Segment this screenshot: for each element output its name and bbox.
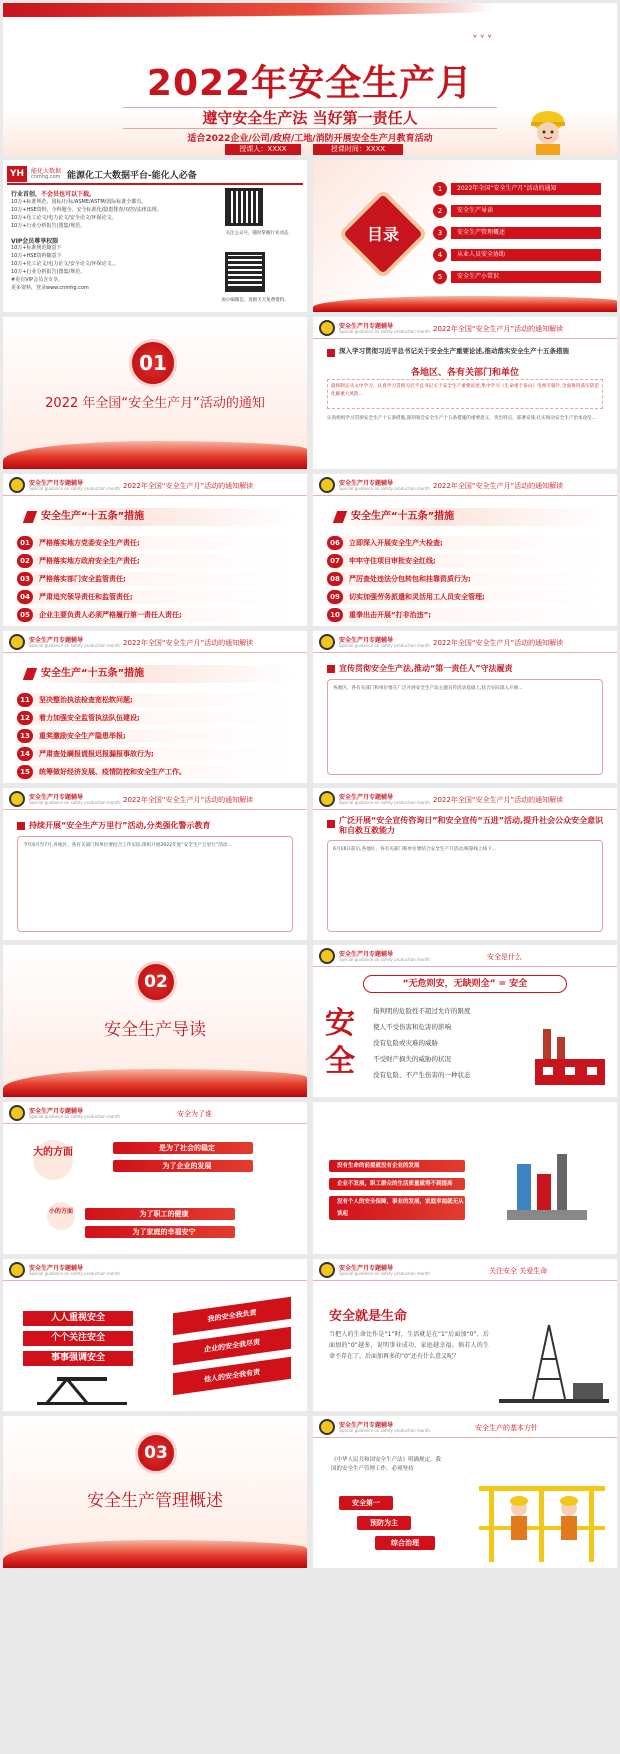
- pub-marker: [327, 665, 335, 673]
- slide-header: [313, 945, 617, 967]
- header-brand: 安全生产月专题辅导: [29, 637, 84, 644]
- header-line: [313, 652, 617, 653]
- header-brand: 安全生产月专题辅导: [29, 1108, 84, 1115]
- ad-row: 10万+化工论文/电力论文/安全论文/环保论文。。: [11, 261, 120, 267]
- section-03-slide: [3, 1416, 307, 1568]
- measure-text: 重拳出击开展“打非治违”;: [349, 611, 432, 619]
- slide-header: [3, 788, 307, 810]
- helmet-logo-icon: [319, 1262, 335, 1278]
- header-line: [313, 809, 617, 810]
- ad-logo-text: 能化大数据: [31, 168, 62, 175]
- toc-text: 安全生产管理概述: [451, 227, 601, 239]
- measure-text: 坚决整治执法检查宽松软问题;: [39, 696, 133, 704]
- slide-header: [313, 317, 617, 339]
- policy-p: 《中华人民共和国安全生产法》明确规定，我国的安全生产管理工作，必须坚持: [331, 1457, 442, 1472]
- toc-num: 3: [433, 226, 447, 240]
- notice-p1: 最终制定从文中学习，认真学习贯彻习近平总书记关于安全生产重要论述,集中学习《生命重于泰山》电视专题片,全面推进落实防范化解重大风险...: [327, 379, 603, 409]
- header-topic: 安全是什么: [487, 953, 522, 961]
- header-line: [313, 1280, 617, 1281]
- ad-row: 10万+行业分析报告(图集/规范。: [11, 269, 86, 275]
- section-title: 2022 年全国“安全生产月”活动的通知: [45, 396, 265, 411]
- helmet-logo-icon: [9, 634, 25, 650]
- cover-subtitle: 遵守安全生产法 当好第一责任人: [123, 107, 497, 129]
- toc-text: 安全生产导读: [451, 205, 601, 217]
- measure-text: 严格落实地方党委安全生产责任;: [39, 539, 140, 547]
- notice-marker: [327, 349, 335, 357]
- measure-text: 牢牢守住项目审批安全红线;: [349, 557, 436, 565]
- header-brand-en: Special guidance on safety production month: [29, 1271, 120, 1276]
- ad-qr1: 关注公众号，随时掌握行业动态: [225, 231, 289, 236]
- header-topic: 关注安全 关爱生命: [489, 1267, 548, 1275]
- header-brand-en: Special guidance on safety production month: [339, 1271, 430, 1276]
- ad-site: cnmhg.com: [31, 174, 61, 180]
- slide-header: [313, 1259, 617, 1281]
- who-small: 小的方面: [47, 1202, 75, 1230]
- ad-divider: [7, 183, 303, 185]
- what-slogan: “无危则安，无缺则全” = 安全: [363, 975, 567, 993]
- header-topic: 2022年全国“安全生产月”活动的通知解读: [123, 796, 254, 804]
- toc-text: 2022年全国“安全生产月”活动的通知: [451, 183, 601, 195]
- slide-header: [3, 1259, 307, 1281]
- header-line: [3, 809, 307, 810]
- header-brand: 安全生产月专题辅导: [339, 794, 394, 801]
- consult-slide: [313, 788, 617, 940]
- section-wave: [3, 1069, 307, 1097]
- who-slide: [3, 1102, 307, 1254]
- ad-l1: 行业首创，: [11, 191, 42, 198]
- measure-item: [327, 554, 603, 568]
- measure-item: [17, 711, 293, 725]
- ad-logo: YH: [7, 166, 27, 182]
- pub-box: [327, 679, 603, 775]
- measure-item: [17, 572, 293, 586]
- helmet-logo-icon: [319, 1419, 335, 1435]
- header-line: [3, 495, 307, 496]
- cover-top-ribbon: [3, 3, 617, 17]
- measure-text: 严厉查处违法分包转包和挂靠资质行为;: [349, 575, 471, 583]
- header-brand: 安全生产月专题辅导: [339, 951, 394, 958]
- measure-text: 切实加强劳务派遣和灵活用工人员安全管理;: [349, 593, 485, 601]
- helmet-logo-icon: [319, 320, 335, 336]
- section-title: 安全生产管理概述: [87, 1491, 223, 1511]
- inspect-box: [17, 836, 293, 932]
- ad-rows1: [11, 198, 201, 230]
- care-slide: [3, 1259, 307, 1411]
- header-topic: 2022年全国“安全生产月”活动的通知解读: [123, 482, 254, 490]
- fifteen-title: 安全生产“十五条”措施: [17, 665, 293, 683]
- header-brand: 安全生产月专题辅导: [29, 794, 84, 801]
- what-item: 没有危险或灾难的威胁: [373, 1039, 438, 1047]
- toc-item[interactable]: [433, 270, 611, 286]
- slide-header: [313, 1416, 617, 1438]
- header-topic: 2022年全国“安全生产月”活动的通知解读: [433, 639, 564, 647]
- policy-item: 预防为主: [357, 1516, 411, 1530]
- cover-suit: 适合2022企业/公司/政府/工地/消防开展安全生产月教育活动: [187, 134, 433, 144]
- measure-item: [17, 747, 293, 761]
- header-topic: 安全为了谁: [177, 1110, 212, 1118]
- life-p: 当把人的生命比作是“1”时，生活就是在“1”后面加“0”，后面加的“0”越多，说明事业成功、家庭越幸福。倘若人的生命不存在了，后面加再多的“0”还有什么意义呢？: [329, 1331, 489, 1360]
- header-brand-en: Special guidance on safety production month: [29, 486, 120, 491]
- fifteen-b-slide: [313, 474, 617, 626]
- consult-marker: [327, 820, 335, 828]
- ad-more2: 更多资料，登录www.cnmhg.com: [11, 285, 89, 291]
- measure-num: 08: [327, 572, 343, 586]
- measure-num: 11: [17, 693, 33, 707]
- section-number: 01: [129, 339, 177, 387]
- what-big: 安全: [325, 1006, 355, 1079]
- header-brand-en: Special guidance on safety production month: [29, 643, 120, 648]
- qr-code-2: [225, 252, 265, 292]
- header-brand: 安全生产月专题辅导: [339, 480, 394, 487]
- helmet-logo-icon: [319, 791, 335, 807]
- notice-p2: 认真组织学习贯彻安全生产十五条措施,深刻领会安全生产十五条措施的重要意义、突出特点、部署安排,扎实推动安全生产治本攻坚...: [327, 416, 597, 421]
- ad-row: 10万+标准规范、国标/行标/ASME/ASTM/国际标准全都有。: [11, 199, 147, 205]
- measure-item: [17, 608, 293, 622]
- ad-more1: #更有VIP会员含专享。: [11, 277, 64, 283]
- who-item: 是为了社会的稳定: [113, 1142, 253, 1154]
- header-brand-en: Special guidance on safety production month: [339, 800, 430, 805]
- measure-item: [327, 572, 603, 586]
- pub-heading: 宣传贯彻安全生产法,推动“第一责任人”守法履责: [339, 664, 513, 673]
- measure-text: 着力加强安全监管执法队伍建设;: [39, 714, 140, 722]
- helmet-logo-icon: [9, 1105, 25, 1121]
- header-brand-en: Special guidance on safety production month: [29, 800, 120, 805]
- who-item: 为了职工的健康: [85, 1208, 235, 1220]
- cover-title: 2022年安全生产月: [146, 63, 474, 104]
- ad-vip: VIP会员尊享权限: [11, 238, 59, 245]
- toc-num: 4: [433, 248, 447, 262]
- header-topic: 安全生产的基本方针: [475, 1424, 538, 1432]
- inspect-heading: 持续开展“安全生产万里行”活动,分类强化警示教育: [29, 821, 211, 830]
- toc-wave: [313, 296, 617, 312]
- care-right: 企业的安全我尽责: [173, 1327, 291, 1366]
- section-wave: [3, 441, 307, 469]
- consult-p: 6月16日前后,各地区、各有关部门和单位要结合安全生产月活动,统筹线上线下...: [333, 847, 497, 852]
- ad-qr2: 加小编微信，进群天天免费资料。: [221, 298, 289, 303]
- measure-text: 严肃追究领导责任和监管责任;: [39, 593, 133, 601]
- qr-code-1: [225, 188, 263, 226]
- header-line: [313, 966, 617, 967]
- measure-item: [327, 536, 603, 550]
- factory-icon: [535, 1019, 605, 1085]
- measure-num: 09: [327, 590, 343, 604]
- pub-p: 各地区、各有关部门和单位要在广泛开展安全生产法主题宣传活动基础上,结合实际深入开展...: [333, 686, 523, 691]
- care-right: 我的安全我负责: [173, 1297, 291, 1336]
- header-brand-en: Special guidance on safety production month: [339, 1428, 430, 1433]
- slide-header: [313, 788, 617, 810]
- header-brand-en: Special guidance on safety production month: [339, 486, 430, 491]
- who2-item: 没有个人的安全保障，事业的发展，家庭幸福就无从谈起: [329, 1196, 465, 1220]
- care-left: 事事强调安全: [23, 1351, 133, 1366]
- who-item: 为了企业的发展: [113, 1160, 253, 1172]
- toc-num: 5: [433, 270, 447, 284]
- section-title: 安全生产导读: [104, 1020, 206, 1040]
- header-brand: 安全生产月专题辅导: [339, 1265, 394, 1272]
- measure-item: [17, 590, 293, 604]
- header-line: [313, 1437, 617, 1438]
- care-left: 人人重视安全: [23, 1311, 133, 1326]
- what-slide: [313, 945, 617, 1097]
- policy-item: 综合治理: [375, 1536, 435, 1550]
- header-topic: 2022年全国“安全生产月”活动的通知解读: [433, 325, 564, 333]
- section-number: 02: [135, 961, 177, 1003]
- notice-slide: [313, 317, 617, 469]
- toc-item[interactable]: [433, 204, 611, 220]
- cover-lecturer: 授课人：XXXX: [225, 144, 301, 155]
- ad-rows2: [11, 244, 201, 292]
- measure-text: 严格落实部门安全监管责任;: [39, 575, 126, 583]
- what-list: [373, 1003, 523, 1083]
- ad-l1b: 不会员也可以下载。: [41, 191, 96, 198]
- measure-text: 重奖激励安全生产隐患举报;: [39, 732, 126, 740]
- measure-text: 严肃查处瞒报谎报迟报漏报事故行为;: [39, 750, 154, 758]
- inspect-slide: [3, 788, 307, 940]
- what-item: 没有危险、不产生伤害的一种状态: [373, 1071, 471, 1079]
- cover-time: 授课时间：XXXX: [313, 144, 403, 155]
- toc-text: 从业人员安全协助: [451, 249, 601, 261]
- measure-item: [17, 765, 293, 779]
- consult-heading: 广泛开展“安全宣传咨询日”和安全宣传“五进”活动,提升社会公众安全意识和自救互救能力: [339, 816, 604, 835]
- measure-text: 严格落实地方政府安全生产责任;: [39, 557, 140, 565]
- measure-text: 统筹做好经济发展、疫情防控和安全生产工作。: [39, 768, 186, 776]
- section-01-slide: [3, 317, 307, 469]
- ad-line1: [11, 189, 95, 198]
- care-right: 他人的安全我有责: [173, 1357, 291, 1396]
- notice-heading: 深入学习贯彻习近平总书记关于安全生产重要论述,推动落实安全生产十五条措施: [339, 347, 569, 355]
- toc-item[interactable]: [433, 182, 611, 198]
- header-brand: 安全生产月专题辅导: [339, 1422, 394, 1429]
- measure-num: 07: [327, 554, 343, 568]
- helmet-logo-icon: [9, 791, 25, 807]
- measure-num: 03: [17, 572, 33, 586]
- notice-to: 各地区、各有关部门和单位: [410, 368, 519, 378]
- slide-header: [313, 631, 617, 653]
- toc-label: 目录: [366, 225, 399, 244]
- header-brand: 安全生产月专题辅导: [339, 637, 394, 644]
- helmet-logo-icon: [9, 1262, 25, 1278]
- workers-scaffold-icon: [479, 1456, 605, 1562]
- header-brand: 安全生产月专题辅导: [29, 1265, 84, 1272]
- plant-icon: [507, 1144, 587, 1220]
- who-big: 大的方面: [33, 1140, 73, 1180]
- header-brand-en: Special guidance on safety production month: [339, 957, 430, 962]
- ad-headline: 能源化工大数据平台-能化人必备: [67, 171, 197, 181]
- header-line: [313, 495, 617, 496]
- header-topic: 2022年全国“安全生产月”活动的通知解读: [433, 796, 564, 804]
- measure-text: 立即深入开展安全生产大检查;: [349, 539, 443, 547]
- header-line: [3, 1280, 307, 1281]
- measure-num: 01: [17, 536, 33, 550]
- policy-slide: [313, 1416, 617, 1568]
- slide-header: [313, 474, 617, 496]
- oil-rig-icon: [499, 1319, 609, 1405]
- publicity-slide: [313, 631, 617, 783]
- toc-item[interactable]: [433, 226, 611, 242]
- inspect-marker: [17, 822, 25, 830]
- helmet-logo-icon: [319, 948, 335, 964]
- ad-slide: [3, 160, 307, 312]
- who-item: 为了家庭的幸福安宁: [85, 1226, 235, 1238]
- measure-item: [327, 608, 603, 622]
- what-item: 使人不受伤害和危害的影响: [373, 1023, 451, 1031]
- header-topic: 2022年全国“安全生产月”活动的通知解读: [433, 482, 564, 490]
- fifteen-c-slide: [3, 631, 307, 783]
- header-brand-en: Special guidance on safety production month: [339, 643, 430, 648]
- toc-slide: [313, 160, 617, 312]
- helmet-logo-icon: [319, 477, 335, 493]
- measure-num: 10: [327, 608, 343, 622]
- section-number: 03: [135, 1432, 177, 1474]
- life-heading: 安全就是生命: [329, 1309, 408, 1324]
- measure-num: 13: [17, 729, 33, 743]
- inspect-p: 今年6月至7月,各地区、各有关部门和单位要结合工作实际,组织开展2022年度“安全生产万里行”活动...: [23, 843, 232, 848]
- cover-slide: [3, 3, 617, 155]
- what-item: 不受财产损失的威胁的状况: [373, 1055, 451, 1063]
- measure-item: [17, 729, 293, 743]
- header-brand: 安全生产月专题辅导: [29, 480, 84, 487]
- header-brand-en: Special guidance on safety production month: [29, 1114, 120, 1119]
- worker-icon: [523, 105, 573, 155]
- oilpump-icon: [37, 1373, 127, 1405]
- header-line: [313, 338, 617, 339]
- measure-item: [17, 693, 293, 707]
- helmet-logo-icon: [319, 634, 335, 650]
- measure-num: 12: [17, 711, 33, 725]
- measure-num: 15: [17, 765, 33, 779]
- toc-num: 2: [433, 204, 447, 218]
- measure-item: [17, 536, 293, 550]
- what-item: 指判明的危险性不超过允许的限度: [373, 1007, 471, 1015]
- measure-num: 02: [17, 554, 33, 568]
- who2-item: 没有生命的前提就没有企业的发展: [329, 1160, 465, 1172]
- section-wave: [3, 1540, 307, 1568]
- slide-header: [3, 631, 307, 653]
- measure-text: 企业主要负责人必须严格履行第一责任人责任;: [39, 611, 182, 619]
- ad-row: 10万+HSE资料随意下: [11, 253, 62, 259]
- header-brand-en: Special guidance on safety production month: [339, 329, 430, 334]
- measure-num: 04: [17, 590, 33, 604]
- header-topic: 2022年全国“安全生产月”活动的通知解读: [123, 639, 254, 647]
- birds-icon: ᵛ ᵛ ᵛ: [473, 33, 492, 44]
- fifteen-title: 安全生产“十五条”措施: [17, 508, 293, 526]
- ad-row: 10万+HSE资料，全科题全、安全标准化/隐患排查/双控/法律法规。: [11, 207, 162, 213]
- measure-num: 14: [17, 747, 33, 761]
- policy-item: 安全第一: [339, 1496, 393, 1510]
- ad-row: 10万+行业分析报告(图集/规范。: [11, 223, 86, 229]
- header-line: [3, 652, 307, 653]
- ad-row: 10万+化工论文/电力论文/安全论文/环保论文。: [11, 215, 117, 221]
- toc-num: 1: [433, 182, 447, 196]
- who2-item: 企业不发展，职工群众的生活质量就得不到提高: [329, 1178, 465, 1190]
- header-line: [3, 1123, 307, 1124]
- who2-slide: [313, 1102, 617, 1254]
- ad-row: 10万+标准规范随意下: [11, 245, 62, 251]
- care-left: 个个关注安全: [23, 1331, 133, 1346]
- toc-text: 安全生产小常识: [451, 271, 601, 283]
- measure-num: 05: [17, 608, 33, 622]
- measure-num: 06: [327, 536, 343, 550]
- section-02-slide: [3, 945, 307, 1097]
- slide-header: [3, 1102, 307, 1124]
- measure-item: [327, 590, 603, 604]
- toc-item[interactable]: [433, 248, 611, 264]
- helmet-logo-icon: [9, 477, 25, 493]
- fifteen-a-slide: [3, 474, 307, 626]
- measure-item: [17, 554, 293, 568]
- life-slide: [313, 1259, 617, 1411]
- header-brand: 安全生产月专题辅导: [339, 323, 394, 330]
- fifteen-title: 安全生产“十五条”措施: [327, 508, 603, 526]
- slide-header: [3, 474, 307, 496]
